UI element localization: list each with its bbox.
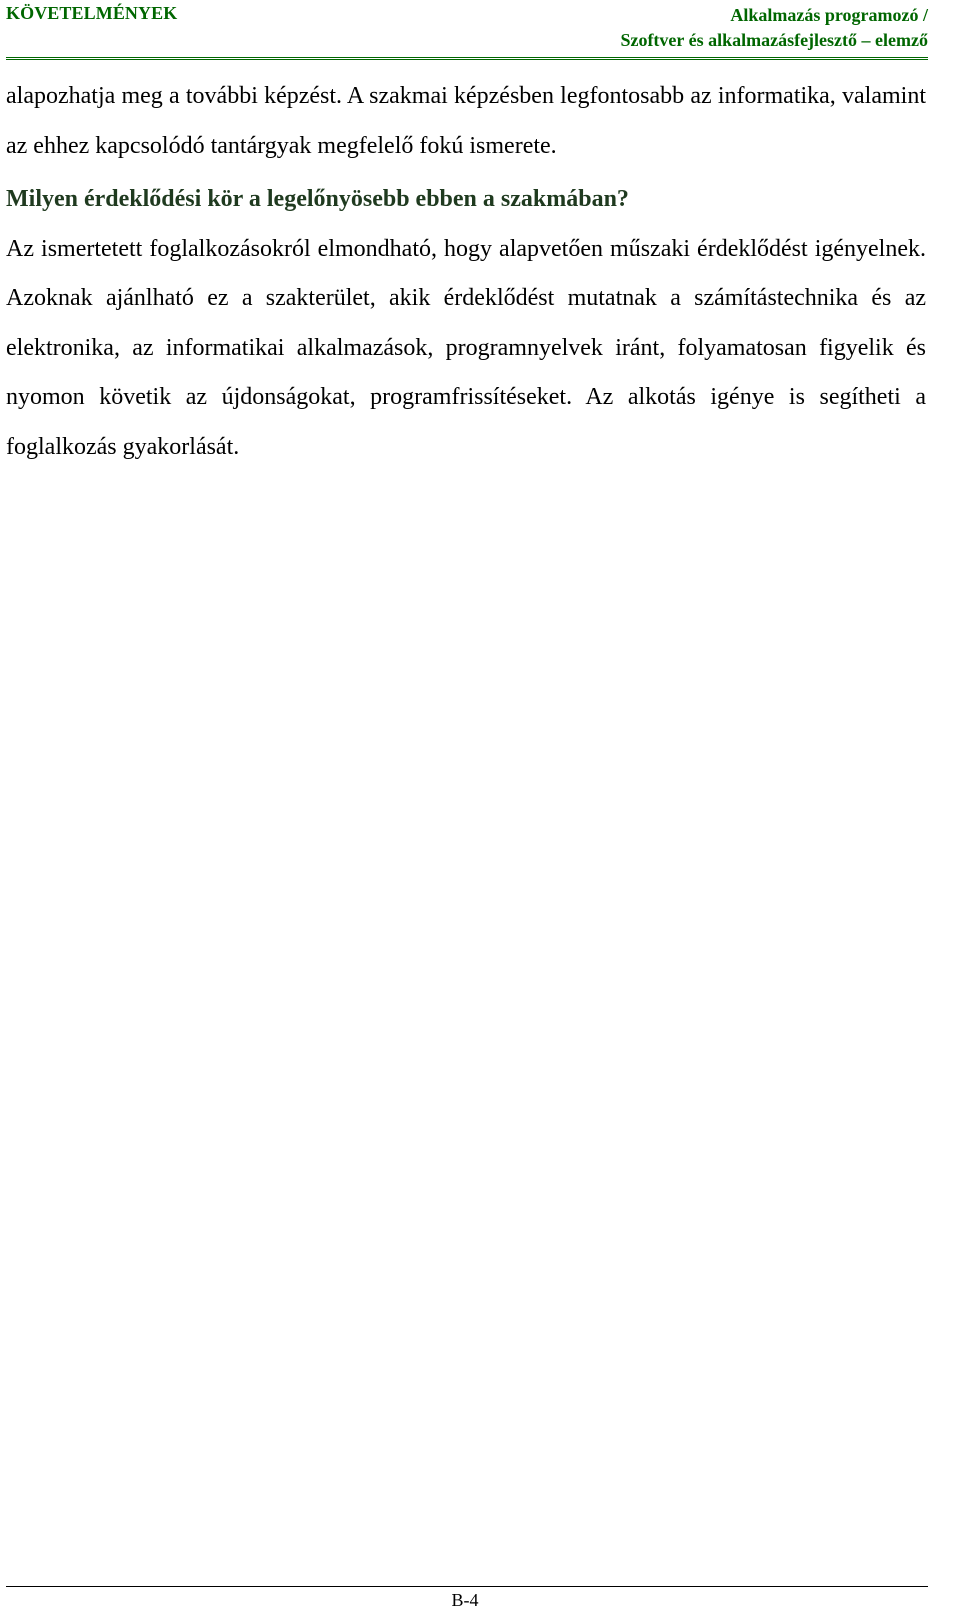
page-content [6, 72, 926, 472]
section-question-heading: Milyen érdeklődési kör a legelőnyösebb ebben a szakmában? [6, 186, 629, 212]
header-title-line-2: Szoftver és alkalmazásfejlesztő – elemző [620, 30, 928, 50]
page-header [6, 0, 928, 58]
header-title-line-1: Alkalmazás programozó / [730, 5, 928, 25]
intro-paragraph: alapozhatja meg a további képzést. A szakmai képzésben legfontosabb az informatika, valamint az ehhez kapcsolódó tantárgyak megfelelő fokú ismerete. [6, 83, 926, 159]
header-section-label: KÖVETELMÉNYEK [6, 3, 178, 23]
footer-divider [6, 1586, 928, 1587]
header-divider [6, 57, 928, 60]
header-document-title [620, 3, 928, 53]
page-number: B-4 [451, 1590, 479, 1610]
answer-paragraph: Az ismertetett foglalkozásokról elmondható, hogy alapvetően műszaki érdeklődést igényelnek. Azoknak ajánlható ez a szakterület, akik érdeklődést mutatnak a számítástechnika és az elektronika, az informatikai alkalmazások, programnyelvek iránt, folyamatosan figyelik és nyomon követik az újdonságokat, programfrissítéseket. Az alkotás igénye is segítheti a foglalkozás gyakorlását. [6, 235, 926, 460]
